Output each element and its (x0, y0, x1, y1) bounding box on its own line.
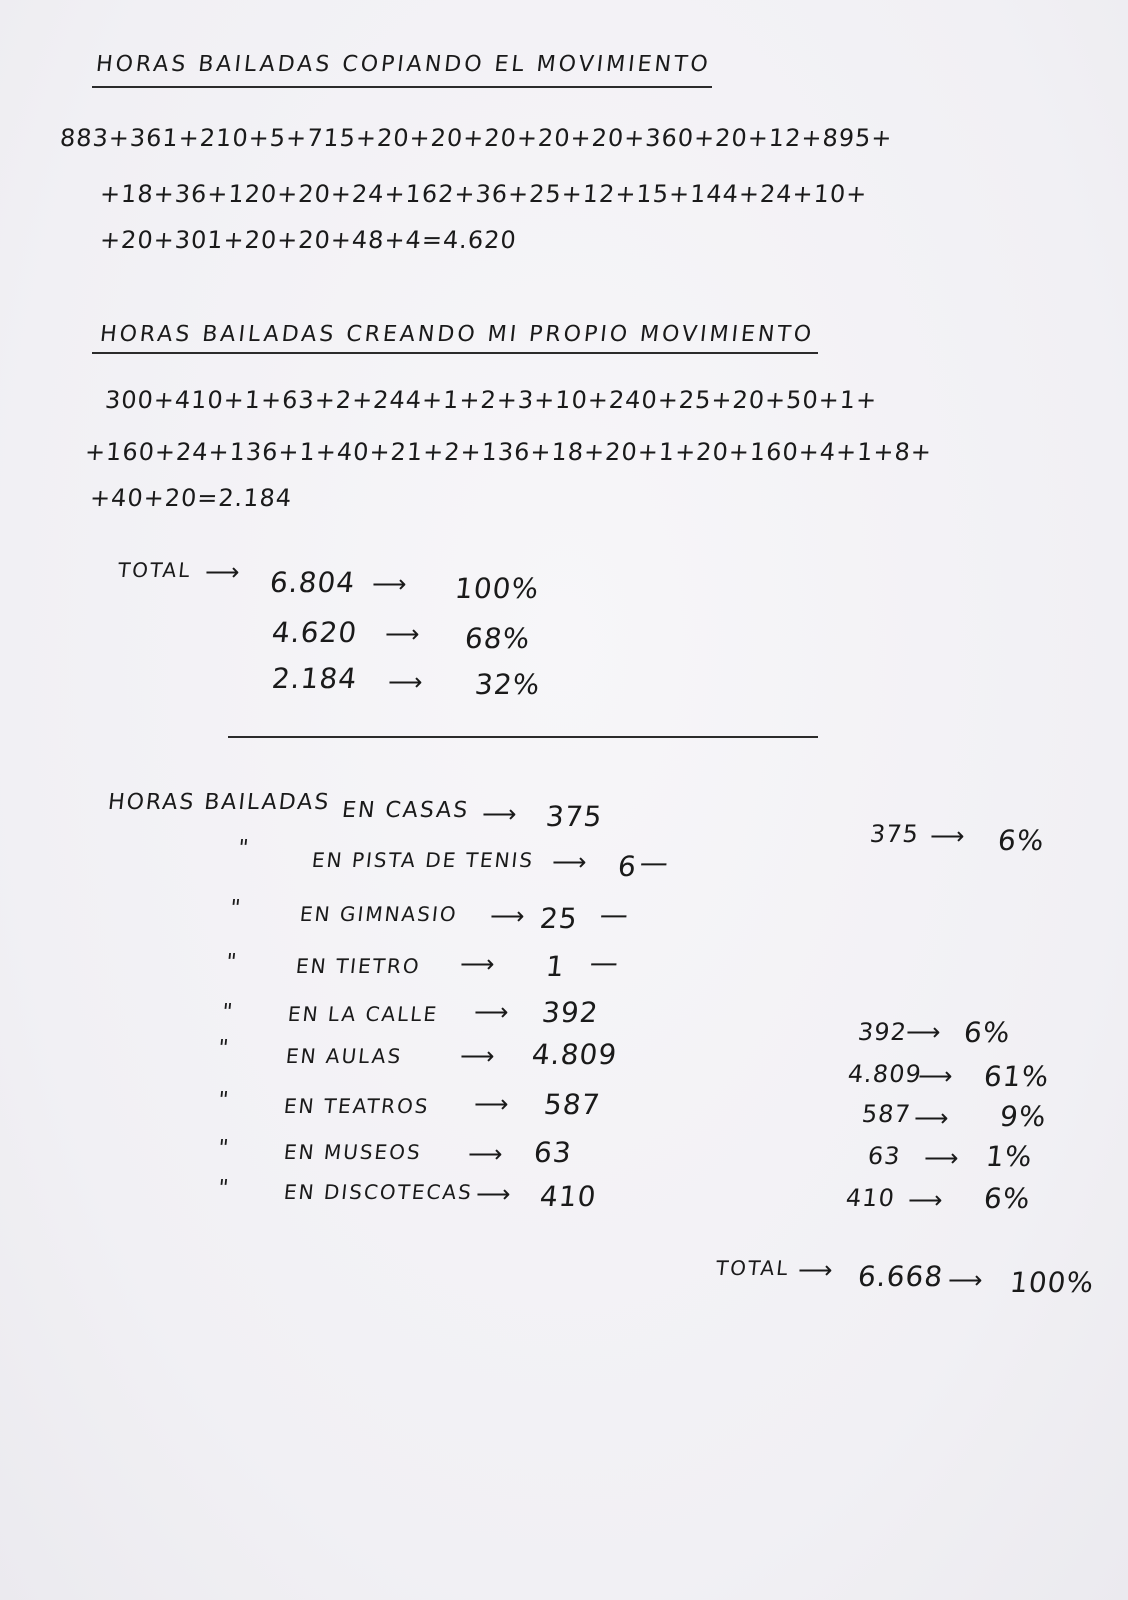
right-value-4: 587 (860, 1100, 913, 1128)
place-row-aulas: EN AULAS (284, 1044, 404, 1068)
arrow-icon: ⟶ (460, 950, 496, 978)
place-row-tietro: EN TIETRO (294, 954, 422, 978)
right-value-6: 410 (844, 1184, 897, 1212)
place-row-tenis: EN PISTA DE TENIS (310, 848, 536, 872)
totals-pct-1: 100% (453, 572, 541, 605)
place-row-museos: EN MUSEOS (282, 1140, 423, 1164)
place-row-gimnasio: EN GIMNASIO (298, 902, 459, 926)
totals-value-3: 2.184 (270, 662, 359, 695)
totals-value-2: 4.620 (270, 616, 359, 649)
section2-line-1: 300+410+1+63+2+244+1+2+3+10+240+25+20+50+1+ (104, 386, 879, 414)
place-row-teatros: EN TEATROS (282, 1094, 431, 1118)
arrow-icon: ⟶ (476, 1180, 512, 1208)
arrow-icon: ⟶ (908, 1186, 944, 1214)
right-pct-6: 6% (982, 1182, 1033, 1215)
section1-line-1: 883+361+210+5+715+20+20+20+20+20+360+20+12+895+ (59, 124, 894, 152)
place-value-gimnasio: 25 (538, 902, 580, 935)
arrow-icon: ⟶ (490, 902, 526, 930)
place-dash-gimnasio: — (598, 898, 631, 931)
arrow-icon: ⟶ (474, 998, 510, 1026)
arrow-icon: ⟶ (906, 1018, 942, 1046)
totals-label: TOTAL (116, 558, 193, 582)
right-total-value: 6.668 (856, 1260, 945, 1293)
section1-line-3: +20+301+20+20+48+4=4.620 (99, 226, 518, 254)
divider-line (228, 736, 818, 738)
ditto-mark: " (216, 1176, 232, 1201)
arrow-icon: ⟶ (798, 1256, 834, 1284)
section1-underline (92, 86, 712, 88)
arrow-icon: ⟶ (482, 800, 518, 828)
place-row-casas: EN CASAS (340, 798, 471, 823)
arrow-icon: ⟶ (205, 558, 241, 586)
arrow-icon: ⟶ (372, 570, 408, 598)
arrow-icon: ⟶ (474, 1090, 510, 1118)
totals-pct-2: 68% (463, 622, 532, 655)
right-pct-1: 6% (996, 824, 1047, 857)
place-value-tenis: 6 (616, 850, 639, 883)
section1-line-2: +18+36+120+20+24+162+36+25+12+15+144+24+10+ (99, 180, 869, 208)
section2-heading: HORAS BAILADAS CREANDO MI PROPIO MOVIMIENTO (98, 322, 816, 347)
right-pct-4: 9% (998, 1100, 1049, 1133)
arrow-icon: ⟶ (460, 1042, 496, 1070)
arrow-icon: ⟶ (918, 1062, 954, 1090)
right-pct-3: 61% (982, 1060, 1051, 1093)
right-value-1: 375 (868, 820, 921, 848)
section1-heading: HORAS BAILADAS COPIANDO EL MOVIMIENTO (94, 52, 712, 77)
totals-pct-3: 32% (473, 668, 542, 701)
place-row-calle: EN LA CALLE (286, 1002, 440, 1026)
section2-underline (92, 352, 818, 354)
arrow-icon: ⟶ (552, 848, 588, 876)
right-value-2: 392 (856, 1018, 909, 1046)
ditto-mark: " (216, 1036, 232, 1061)
arrow-icon: ⟶ (914, 1104, 950, 1132)
ditto-mark: " (220, 1000, 236, 1025)
right-total-label: TOTAL (714, 1256, 791, 1280)
arrow-icon: ⟶ (948, 1266, 984, 1294)
place-row-discotecas: EN DISCOTECAS (282, 1180, 475, 1204)
arrow-icon: ⟶ (468, 1140, 504, 1168)
arrow-icon: ⟶ (385, 620, 421, 648)
place-value-aulas: 4.809 (530, 1038, 619, 1071)
ditto-mark: " (216, 1088, 232, 1113)
place-value-museos: 63 (532, 1136, 574, 1169)
place-dash-tenis: — (638, 846, 671, 879)
places-heading: HORAS BAILADAS (106, 790, 332, 815)
section2-line-3: +40+20=2.184 (89, 484, 294, 512)
ditto-mark: " (236, 836, 252, 861)
ditto-mark: " (216, 1136, 232, 1161)
right-pct-2: 6% (962, 1016, 1013, 1049)
arrow-icon: ⟶ (924, 1144, 960, 1172)
right-value-3: 4.809 (846, 1060, 924, 1088)
section2-line-2: +160+24+136+1+40+21+2+136+18+20+1+20+160+4+1+8+ (84, 438, 933, 466)
place-value-casas: 375 (544, 800, 605, 833)
place-value-tietro: 1 (544, 950, 567, 983)
arrow-icon: ⟶ (930, 822, 966, 850)
place-value-discotecas: 410 (538, 1180, 599, 1213)
ditto-mark: " (224, 950, 240, 975)
place-value-calle: 392 (540, 996, 601, 1029)
place-dash-tietro: — (588, 946, 621, 979)
arrow-icon: ⟶ (388, 668, 424, 696)
right-total-pct: 100% (1008, 1266, 1096, 1299)
totals-value-1: 6.804 (268, 566, 357, 599)
ditto-mark: " (228, 896, 244, 921)
right-value-5: 63 (866, 1142, 903, 1170)
place-value-teatros: 587 (542, 1088, 603, 1121)
right-pct-5: 1% (984, 1140, 1035, 1173)
